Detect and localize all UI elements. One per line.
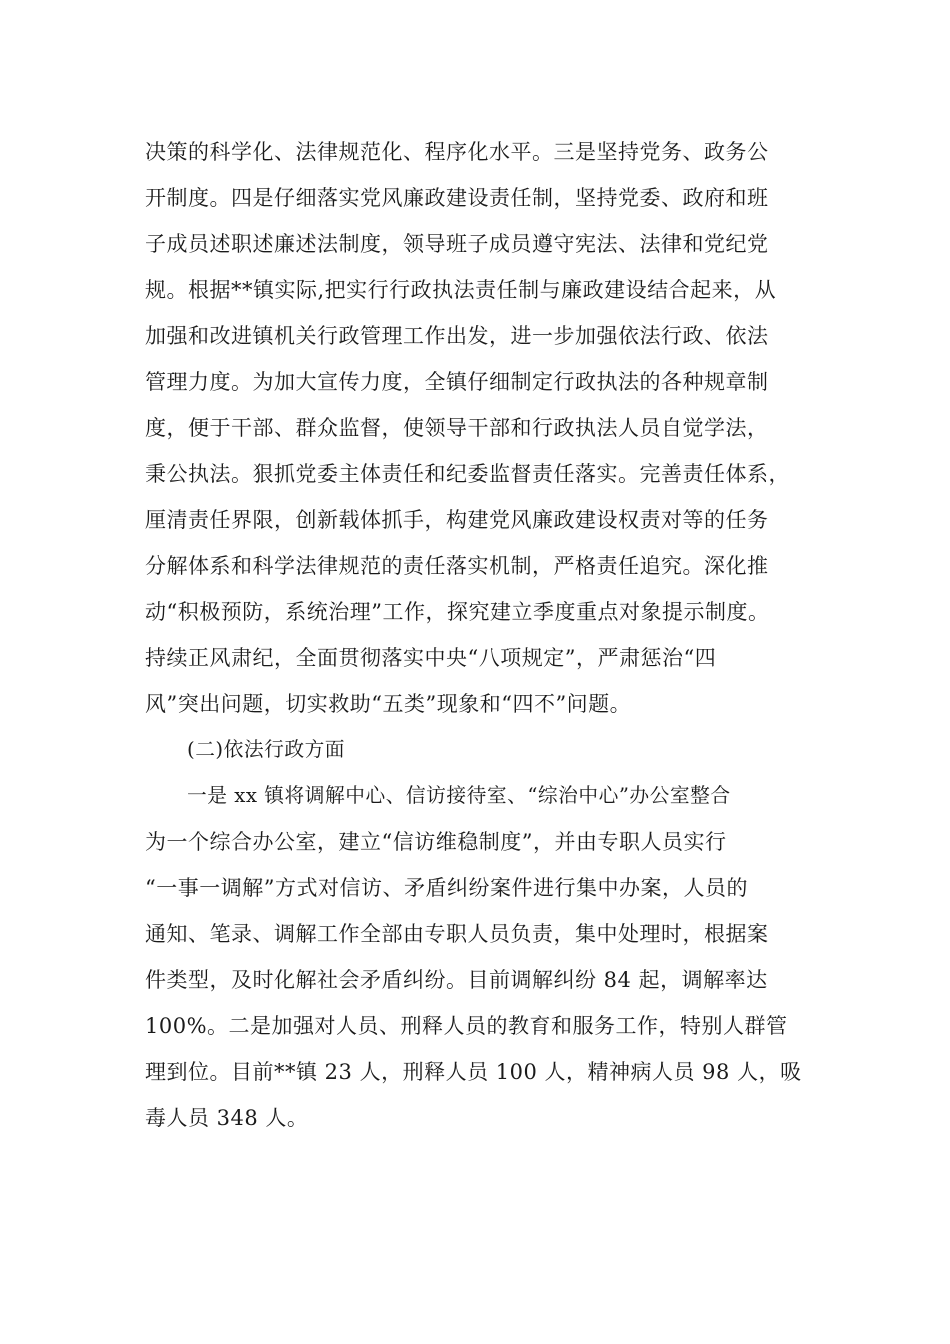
text-line-19: 件类型，及时化解社会矛盾纠纷。目前调解纠纷 84 起，调解率达	[145, 968, 768, 992]
text-line-15: 一是 xx 镇将调解中心、信访接待室、“综治中心”办公室整合	[187, 784, 731, 807]
text-line-9: 厘清责任界限，创新载体抓手，构建党风廉政建设权责对等的任务	[145, 508, 769, 532]
text-line-2: 开制度。四是仔细落实党风廉政建设责任制，坚持党委、政府和班	[145, 186, 769, 210]
section-heading: (二)依法行政方面	[187, 738, 346, 761]
text-line-3: 子成员述职述廉述法制度，领导班子成员遵守宪法、法律和党纪党	[145, 232, 769, 256]
text-line-4: 规。根据**镇实际,把实行行政执法责任制与廉政建设结合起来，从	[145, 278, 777, 302]
text-line-20: 100%。二是加强对人员、刑释人员的教育和服务工作，特别人群管	[145, 1014, 788, 1038]
text-line-22: 毒人员 348 人。	[145, 1106, 309, 1130]
text-line-10: 分解体系和科学法律规范的责任落实机制，严格责任追究。深化推	[145, 554, 769, 578]
text-line-12: 持续正风肃纪，全面贯彻落实中央“八项规定”，严肃惩治“四	[145, 646, 717, 670]
text-line-7: 度，便于干部、群众监督，使领导干部和行政执法人员自觉学法，	[145, 416, 769, 440]
text-line-16: 为一个综合办公室，建立“信访维稳制度”，并由专职人员实行	[145, 830, 727, 854]
text-line-1: 决策的科学化、法律规范化、程序化水平。三是坚持党务、政务公	[145, 140, 769, 164]
text-line-5: 加强和改进镇机关行政管理工作出发，进一步加强依法行政、依法	[145, 324, 769, 348]
text-line-6: 管理力度。为加大宣传力度，全镇仔细制定行政执法的各种规章制	[145, 370, 769, 394]
text-line-18: 通知、笔录、调解工作全部由专职人员负责，集中处理时，根据案	[145, 922, 769, 946]
text-line-21: 理到位。目前**镇 23 人，刑释人员 100 人，精神病人员 98 人，吸	[145, 1060, 802, 1084]
text-line-13: 风”突出问题，切实救助“五类”现象和“四不”问题。	[145, 692, 632, 716]
text-line-8: 秉公执法。狠抓党委主体责任和纪委监督责任落实。完善责任体系，	[145, 462, 790, 486]
text-line-17: “一事一调解”方式对信访、矛盾纠纷案件进行集中办案，人员的	[145, 876, 748, 900]
text-line-11: 动“积极预防，系统治理”工作，探究建立季度重点对象提示制度。	[145, 600, 770, 624]
